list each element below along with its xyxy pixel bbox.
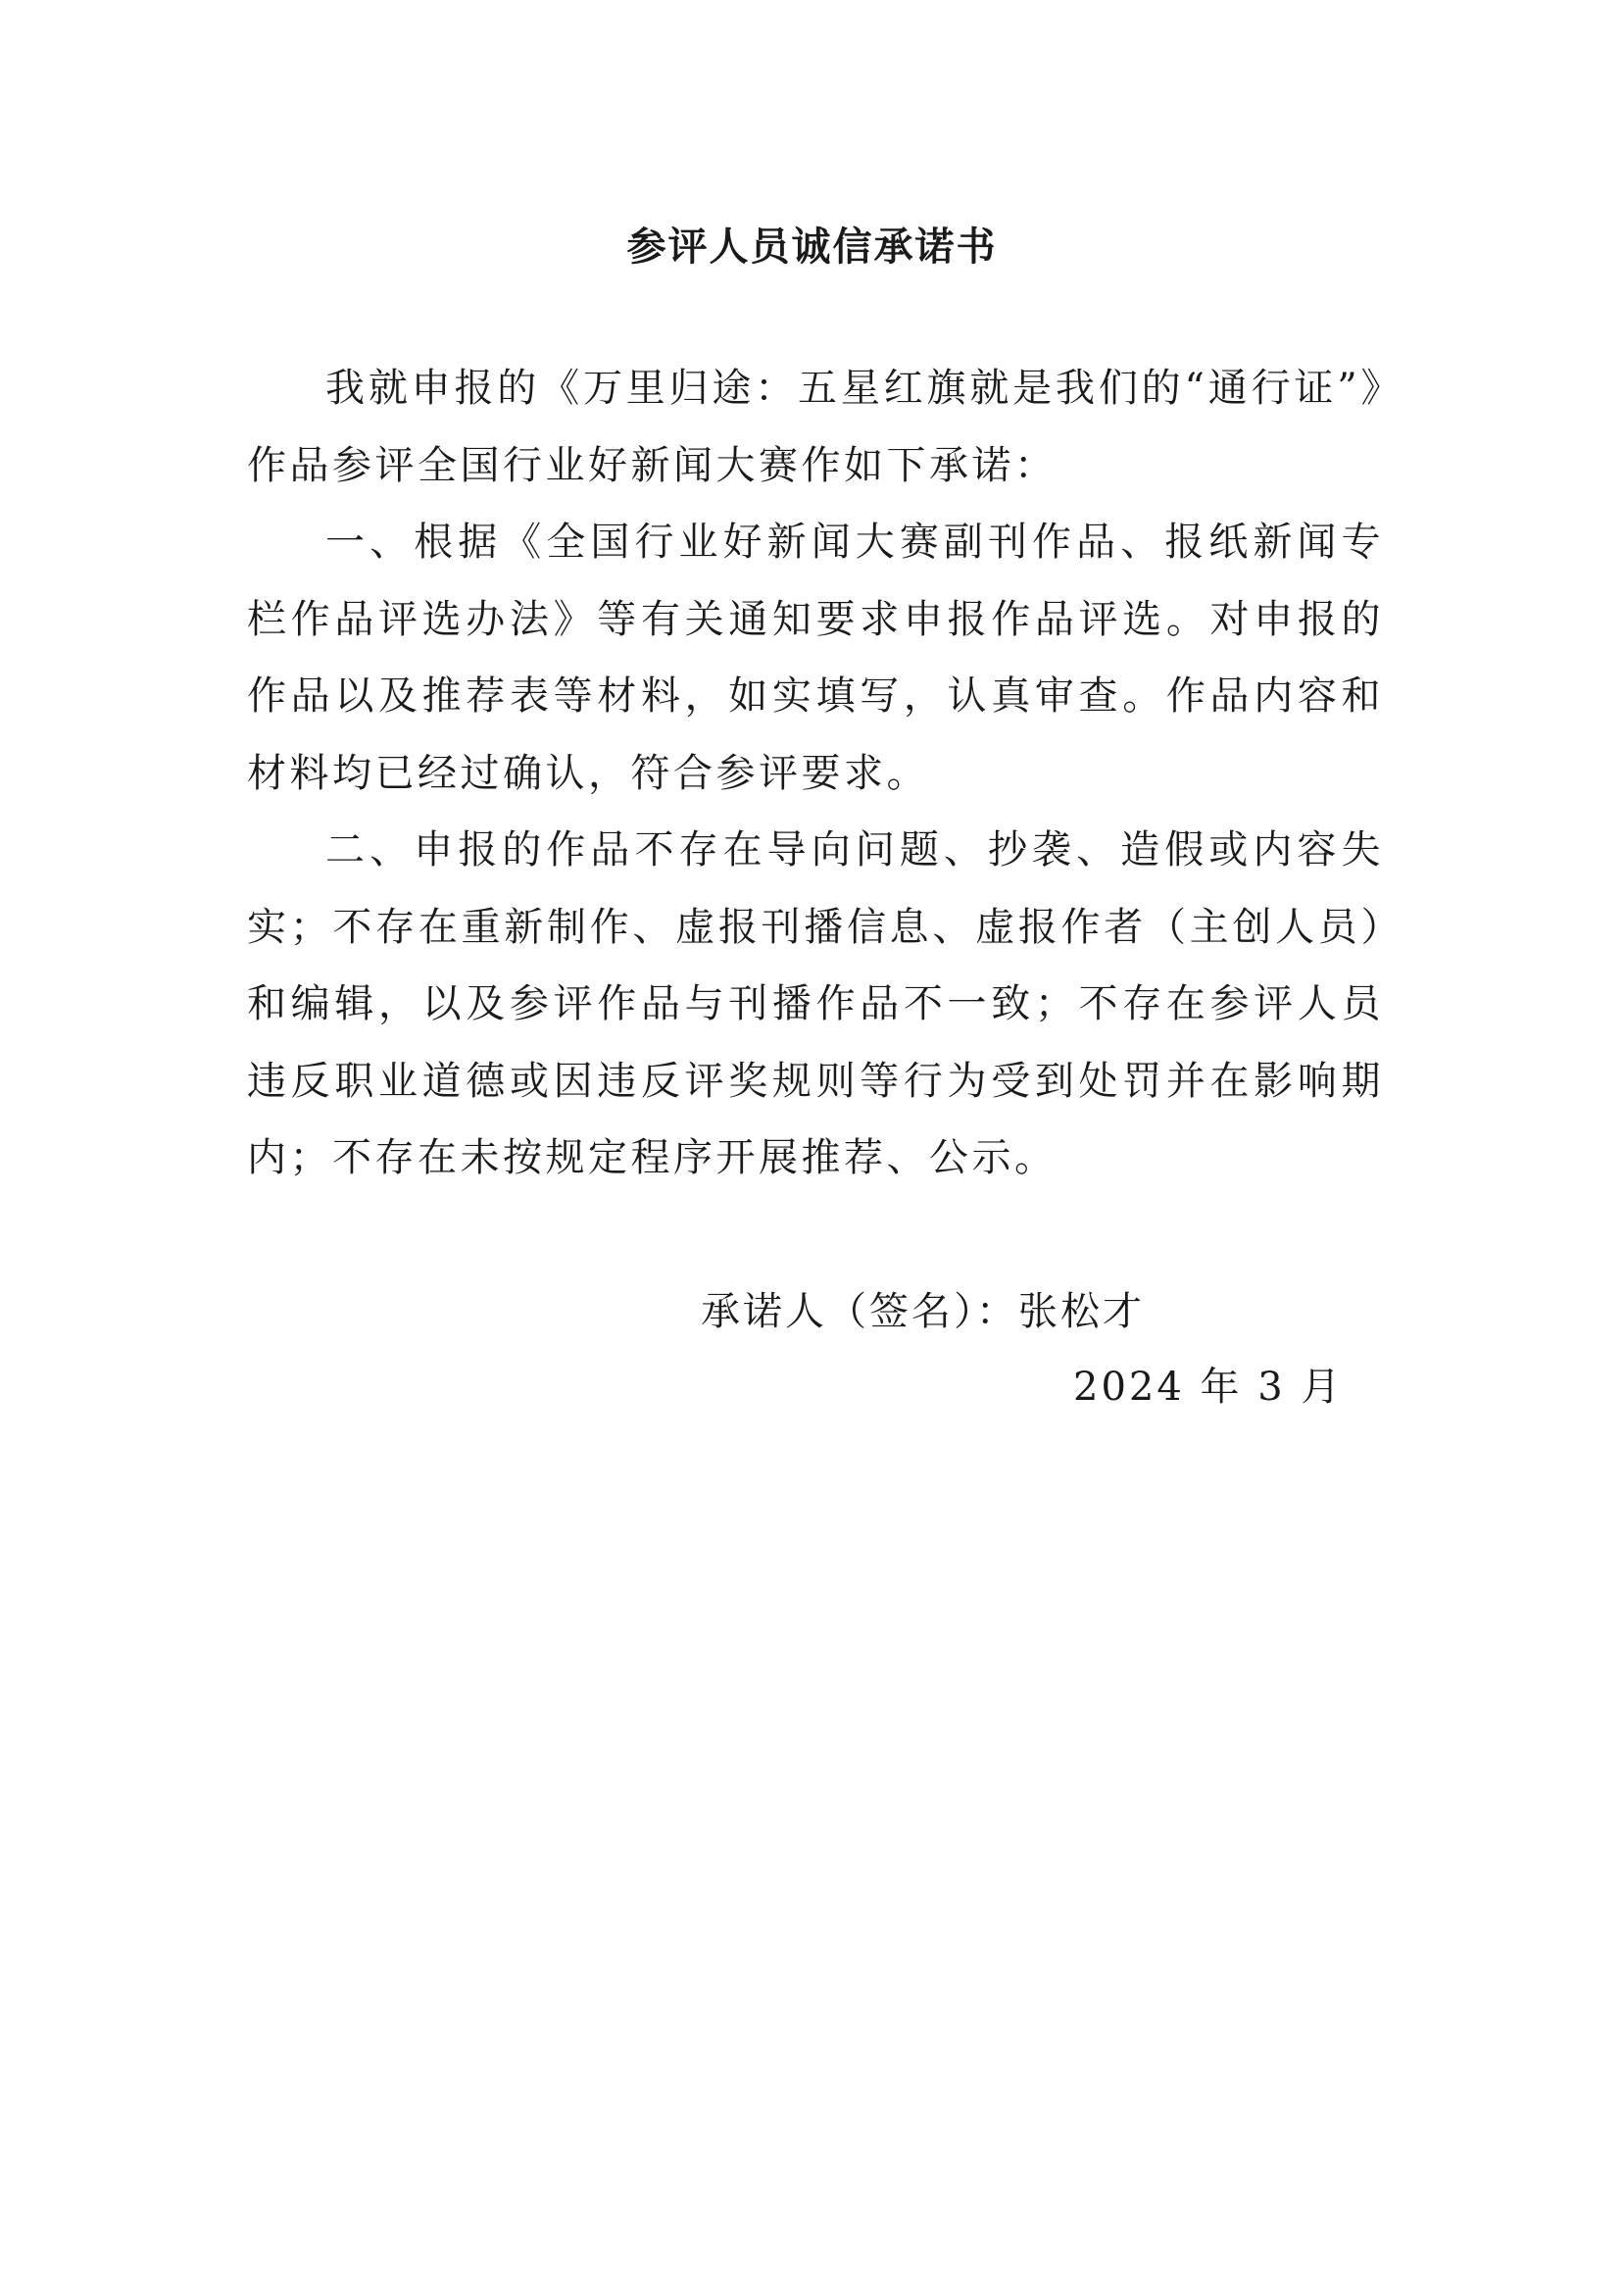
document-body (247, 350, 1384, 1197)
intro-paragraph: 我就申报的《万里归途：五星红旗就是我们的“通行证”》作品参评全国行业好新闻大赛作如下承诺： (247, 366, 1384, 488)
date-line: 2024 年 3 月 (1073, 1365, 1344, 1410)
clause-one-paragraph: 一、根据《全国行业好新闻大赛副刊作品、报纸新闻专栏作品评选办法》等有关通知要求申报作品评选。对申报的作品以及推荐表等材料，如实填写，认真审查。作品内容和材料均已经过确认，符合参评要求。 (247, 520, 1384, 796)
signature-line: 承诺人（签名）：张松才 (701, 1289, 1145, 1334)
document-title: 参评人员诚信承诺书 (626, 224, 998, 270)
clause-two-paragraph: 二、申报的作品不存在导向问题、抄袭、造假或内容失实；不存在重新制作、虚报刊播信息、虚报作者（主创人员）和编辑，以及参评作品与刊播作品不一致；不存在参评人员违反职业道德或因违反评奖规则等行为受到处罚并在影响期内；不存在未按规定程序开展推荐、公示。 (247, 827, 1384, 1180)
